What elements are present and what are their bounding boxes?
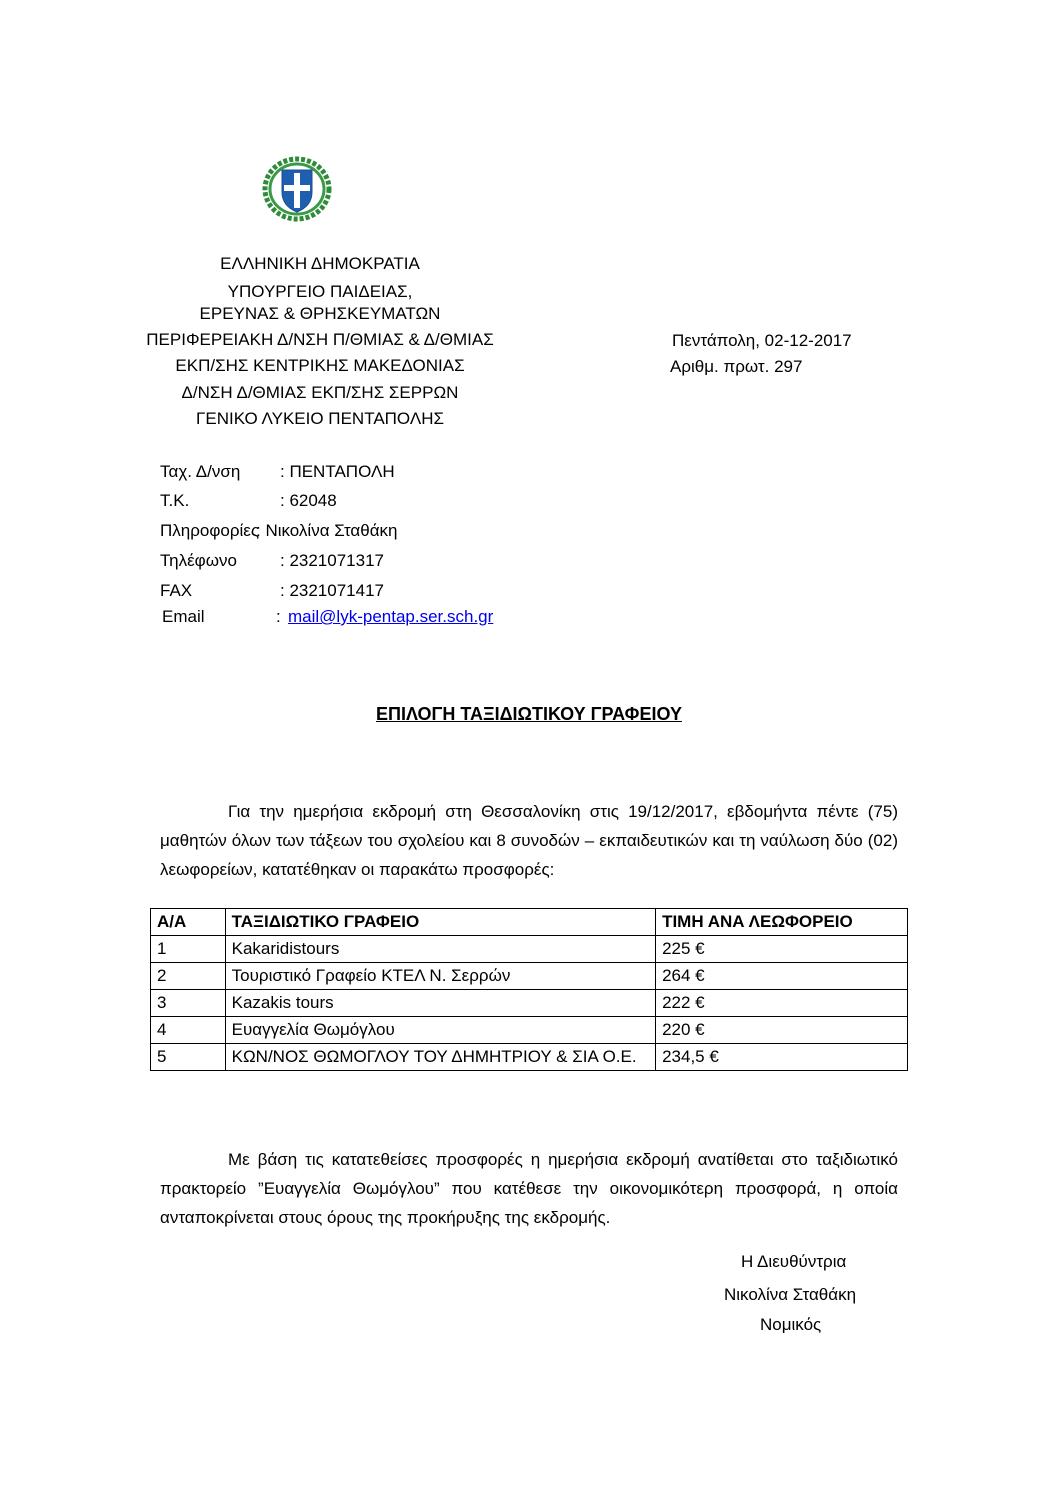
header-price: ΤΙΜΗ ΑΝΑ ΛΕΩΦΟΡΕΙΟ (656, 909, 908, 936)
row-price: 234,5 € (656, 1044, 908, 1071)
table-row (151, 1017, 908, 1044)
row-agency: Kakaridistours (225, 936, 655, 963)
info-label: Πληροφορίες (160, 521, 260, 540)
phone-value: : 2321071317 (280, 551, 384, 570)
row-agency: ΚΩΝ/ΝΟΣ ΘΩΜΟΓΛΟΥ ΤΟΥ ΔΗΜΗΤΡΙΟΥ & ΣΙΑ Ο.Ε. (225, 1044, 655, 1071)
header-agency: ΤΑΞΙΔΙΩΤΙΚΟ ΓΡΑΦΕΙΟ (225, 909, 655, 936)
row-price: 220 € (656, 1017, 908, 1044)
conclusion-text: Με βάση τις κατατεθείσες προσφορές η ημερήσια εκδρομή ανατίθεται στο ταξιδιωτικό πρακτορείο ”Ευαγγελία Θωμόγλου” που κατέθεσε την οικονομικότερη προσφορά, η οποία ανταποκρίνεται στους όρους της προκήρυξης της εκδρομής. (160, 1150, 898, 1227)
fax-label: FAX (160, 581, 193, 600)
address-label: Ταχ. Δ/νση (160, 462, 241, 481)
place-date: Πεντάπολη, 02-12-2017 (672, 331, 852, 350)
conclusion-paragraph (160, 1145, 898, 1232)
intro-paragraph (160, 797, 898, 884)
signature-name: Νικολίνα Σταθάκη (724, 1285, 857, 1304)
phone-label: Τηλέφωνο (160, 551, 237, 570)
row-number: 5 (151, 1044, 226, 1071)
row-agency: Ευαγγελία Θωμόγλου (225, 1017, 655, 1044)
row-number: 4 (151, 1017, 226, 1044)
signature-specialty: Νομικός (760, 1315, 822, 1334)
email-link[interactable]: mail@lyk-pentap.ser.sch.gr (288, 607, 494, 626)
header-line-school: ΓΕΝΙΚΟ ΛΥΚΕΙΟ ΠΕΝΤΑΠΟΛΗΣ (196, 409, 444, 428)
table-row (151, 936, 908, 963)
header-line-republic: ΕΛΛΗΝΙΚΗ ΔΗΜΟΚΡΑΤΙΑ (220, 254, 420, 273)
greek-national-emblem-icon (262, 156, 332, 222)
header-line-ministry: ΥΠΟΥΡΓΕΙΟ ΠΑΙΔΕΙΑΣ, (227, 282, 413, 301)
postcode-label: Τ.Κ. (160, 491, 190, 510)
address-value: : ΠΕΝΤΑΠΟΛΗ (280, 462, 395, 481)
protocol-number: Αριθμ. πρωτ. 297 (670, 357, 803, 376)
table-header-row (151, 909, 908, 936)
postcode-value: : 62048 (280, 491, 337, 510)
row-agency: Τουριστικό Γραφείο ΚΤΕΛ Ν. Σερρών (225, 963, 655, 990)
row-price: 225 € (656, 936, 908, 963)
row-number: 3 (151, 990, 226, 1017)
header-line-regional: ΠΕΡΙΦΕΡΕΙΑΚΗ Δ/ΝΣΗ Π/ΘΜΙΑΣ & Δ/ΘΜΙΑΣ (146, 330, 494, 349)
header-line-research: ΕΡΕΥΝΑΣ & ΘΡΗΣΚΕΥΜΑΤΩΝ (199, 304, 441, 323)
row-number: 1 (151, 936, 226, 963)
header-line-serres: Δ/ΝΣΗ Δ/ΘΜΙΑΣ ΕΚΠ/ΣΗΣ ΣΕΡΡΩΝ (181, 383, 459, 402)
header-aa: Α/Α (151, 909, 226, 936)
signature-role: Η Διευθύντρια (741, 1252, 847, 1271)
row-price: 264 € (656, 963, 908, 990)
row-number: 2 (151, 963, 226, 990)
table-row (151, 990, 908, 1017)
email-separator: : (276, 607, 281, 626)
document-title: ΕΠΙΛΟΓΗ ΤΑΞΙΔΙΩΤΙΚΟΥ ΓΡΑΦΕΙΟΥ (376, 704, 682, 724)
row-price: 222 € (656, 990, 908, 1017)
fax-value: : 2321071417 (280, 581, 384, 600)
table-row (151, 1044, 908, 1071)
header-line-macedonia: ΕΚΠ/ΣΗΣ ΚΕΝΤΡΙΚΗΣ ΜΑΚΕΔΟΝΙΑΣ (175, 356, 465, 375)
offers-table (150, 908, 908, 1071)
table-row (151, 963, 908, 990)
row-agency: Kazakis tours (225, 990, 655, 1017)
intro-text: Για την ημερήσια εκδρομή στη Θεσσαλονίκη στις 19/12/2017, εβδομήντα πέντε (75) μαθητών όλων των τάξεων του σχολείου και 8 συνοδών – εκπαιδευτικών και τη ναύλωση δύο (02) λεωφορείων, κατατέθηκαν οι παρακάτω προσφορές: (160, 802, 898, 879)
email-label: Email (162, 607, 205, 626)
info-value: : Νικολίνα Σταθάκη (256, 521, 398, 540)
